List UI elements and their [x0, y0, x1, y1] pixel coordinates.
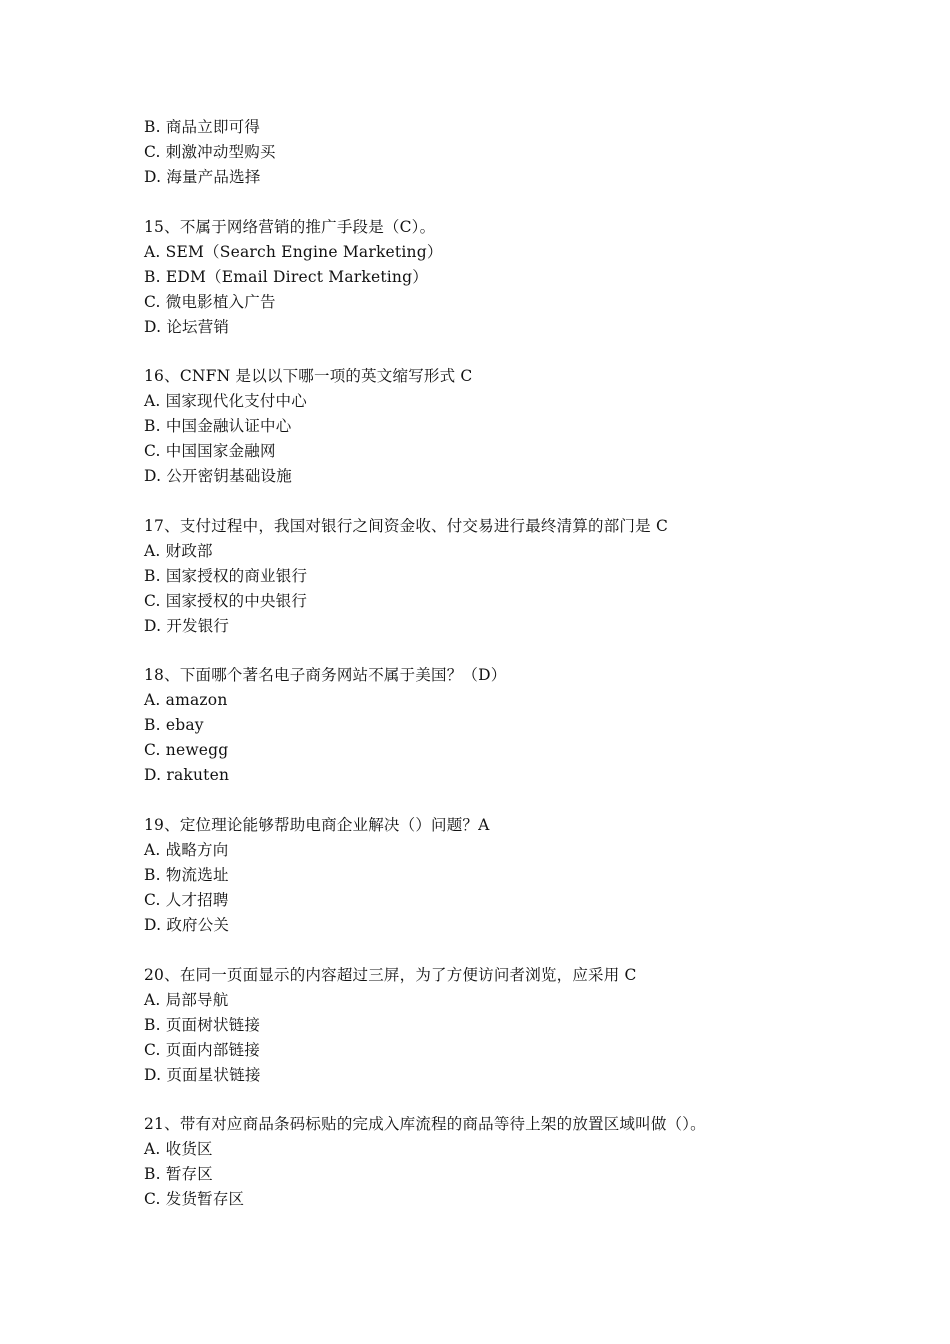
question-text: 21、带有对应商品条码标贴的完成入库流程的商品等待上架的放置区域叫做（）。 — [144, 1115, 706, 1134]
option-text: C. newegg — [144, 741, 229, 760]
question-15 — [144, 215, 844, 340]
option-text: A. 局部导航 — [144, 990, 229, 1009]
option-text: B. 暂存区 — [144, 1165, 213, 1184]
option-text: A. SEM（Search Engine Marketing） — [144, 242, 443, 261]
question-text: 16、CNFN 是以以下哪一项的英文缩写形式 C — [144, 367, 473, 386]
question-text: 20、在同一页面显示的内容超过三屏，为了方便访问者浏览，应采用 C — [144, 965, 637, 984]
option-text: A. amazon — [144, 691, 228, 710]
option-text: D. 论坛营销 — [144, 317, 230, 336]
option-text: C. 页面内部链接 — [144, 1040, 260, 1059]
option-text: D. 公开密钥基础设施 — [144, 467, 292, 486]
option-text: B. 商品立即可得 — [144, 118, 261, 136]
option-text: C. 发货暂存区 — [144, 1190, 245, 1209]
option-text: D. 海量产品选择 — [144, 168, 261, 186]
question-text: 19、定位理论能够帮助电商企业解决（）问题？A — [144, 815, 490, 834]
continuation-options — [144, 115, 844, 190]
question-17 — [144, 514, 844, 639]
option-text: B. 物流选址 — [144, 865, 229, 884]
option-text: A. 战略方向 — [144, 840, 229, 859]
option-text: B. 国家授权的商业银行 — [144, 566, 308, 585]
option-text: A. 财政部 — [144, 541, 213, 560]
option-text: C. 中国国家金融网 — [144, 442, 276, 461]
option-text: B. ebay — [144, 716, 204, 735]
option-text: B. EDM（Email Direct Marketing） — [144, 267, 428, 286]
document-page — [144, 115, 844, 1212]
option-text: C. 人才招聘 — [144, 890, 229, 909]
option-text: D. 开发银行 — [144, 616, 230, 635]
question-text: 18、下面哪个著名电子商务网站不属于美国？（D） — [144, 666, 507, 685]
question-text: 15、不属于网络营销的推广手段是（C）。 — [144, 217, 436, 236]
option-text: A. 国家现代化支付中心 — [144, 392, 307, 411]
option-text: D. 页面星状链接 — [144, 1065, 261, 1084]
option-text: C. 刺激冲动型购买 — [144, 143, 276, 161]
question-text: 17、支付过程中，我国对银行之间资金收、付交易进行最终清算的部门是 C — [144, 516, 669, 535]
option-text: C. 微电影植入广告 — [144, 292, 276, 311]
option-text: B. 页面树状链接 — [144, 1015, 261, 1034]
option-text: C. 国家授权的中央银行 — [144, 591, 308, 610]
question-16 — [144, 364, 844, 489]
question-19 — [144, 813, 844, 938]
question-18 — [144, 663, 844, 788]
question-20 — [144, 963, 844, 1088]
option-text: A. 收货区 — [144, 1140, 213, 1159]
option-text: B. 中国金融认证中心 — [144, 417, 292, 436]
option-text: D. 政府公关 — [144, 915, 230, 934]
option-text: D. rakuten — [144, 766, 230, 785]
question-21 — [144, 1112, 844, 1212]
